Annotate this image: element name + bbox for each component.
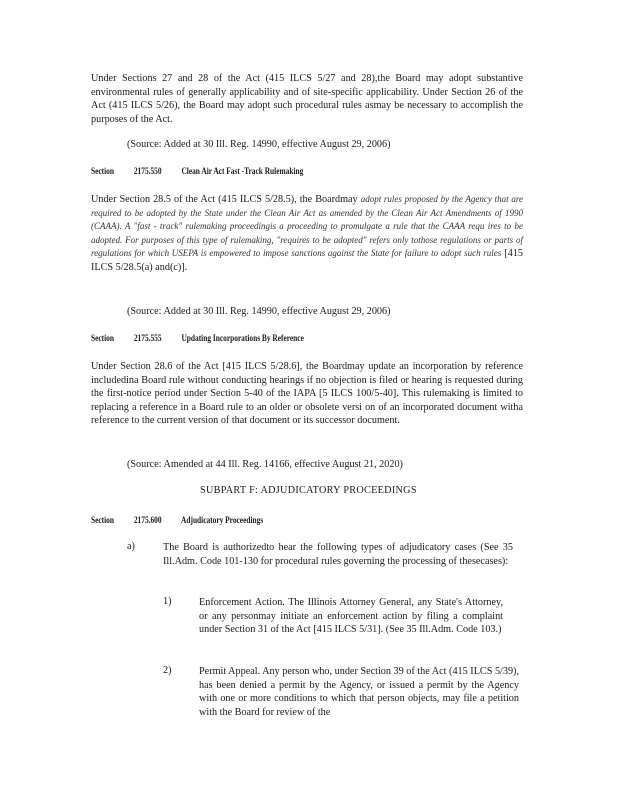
paragraph-555: Under Section 28.6 of the Act [415 ILCS 5/28.6], the Boardmay update an incorporation by reference includedina Board rule without conducting hearings if no objection is filed or hearing is requested during the first-notice period under Section 5-40 of the IAPA [5 ILCS 100/5-40]. This rulemaking is limited to replacing a reference in a Board rule to an older or obsolete versi on of an incorporated document witha reference to the current version of that document or its successor document. [91, 361, 523, 427]
item-a-marker: a) [127, 541, 135, 552]
item-1-text: Enforcement Action. The Illinois Attorney General, any State's Attorney, or any personmay initiate an enforcement action by filing a complaint under Section 31 of the Act [415 ILCS 5/31]. (See 35 Ill.Adm. Code 103.) [199, 597, 503, 636]
section-number: 2175.550 [133, 165, 162, 177]
source-note-3: (Source: Amended at 44 Ill. Reg. 14166, effective August 21, 2020) [127, 459, 403, 470]
item-2-text: Permit Appeal. Any person who, under Section 39 of the Act (415 ILCS 5/39), has been denied a permit by the Agency, or issued a permit by the Agency with one or more conditions to which that person objects, may file a petition with the Board for review of the [199, 666, 519, 718]
paragraph-authority: Under Sections 27 and 28 of the Act (415 ILCS 5/27 and 28),the Board may adopt substantive environmental rules of generally applicability and of site-specific applicability. Under Section 26 of the Act (415 ILCS 5/26), the Board may adopt such procedural rules asmay be necessary to accomplish the purposes of the Act. [91, 73, 523, 125]
section-label: Section [91, 514, 114, 526]
section-heading-555 [91, 332, 322, 343]
section-label: Section [91, 332, 114, 344]
item-1-marker: 1) [163, 596, 172, 607]
paragraph-550-lead: Under Section 28.5 of the Act (415 ILCS 5/28.5), the Boardmay [91, 194, 358, 205]
item-2-marker: 2) [163, 665, 172, 676]
section-title: Adjudicatory Proceedings [181, 514, 264, 526]
section-title: Updating Incorporations By Reference [181, 332, 304, 344]
paragraph-550 [91, 193, 523, 275]
source-note-1: (Source: Added at 30 Ill. Reg. 14990, effective August 29, 2006) [127, 139, 391, 150]
source-note-2: (Source: Added at 30 Ill. Reg. 14990, effective August 29, 2006) [127, 306, 391, 317]
section-number: 2175.600 [133, 514, 162, 526]
paragraph-550-citation: [415 ILCS 5/28.5(a) and(c)]. [91, 248, 524, 273]
paragraph-550-italic: adopt rules proposed by the Agency that are required to be adopted by the State under the Clean Air Act as amended by the Clean Air Act Amendments of 1990 (CAAA). A "fast - track" rulemaking proceedingis a proceeding to promulgate a rule that the CAAA requ ires to be adopted. For purposes of this type of rulemaking, "requires to be adopted" refers only tothose regulations or parts of regulations for which USEPA is empowered to impose sanctions against the State for failure to adopt such rules [91, 194, 524, 259]
section-label: Section [91, 165, 114, 177]
section-heading-600 [91, 514, 281, 525]
section-number: 2175.555 [133, 332, 162, 344]
section-heading-550 [91, 165, 321, 176]
section-title: Clean Air Act Fast -Track Rulemaking [181, 165, 304, 177]
subpart-heading: SUBPART F: ADJUDICATORY PROCEEDINGS [200, 485, 417, 496]
item-a-text: The Board is authorizedto hear the following types of adjudicatory cases (See 35 Ill.Adm. Code 101-130 for procedural rules governing the processing of thesecases): [163, 542, 513, 567]
